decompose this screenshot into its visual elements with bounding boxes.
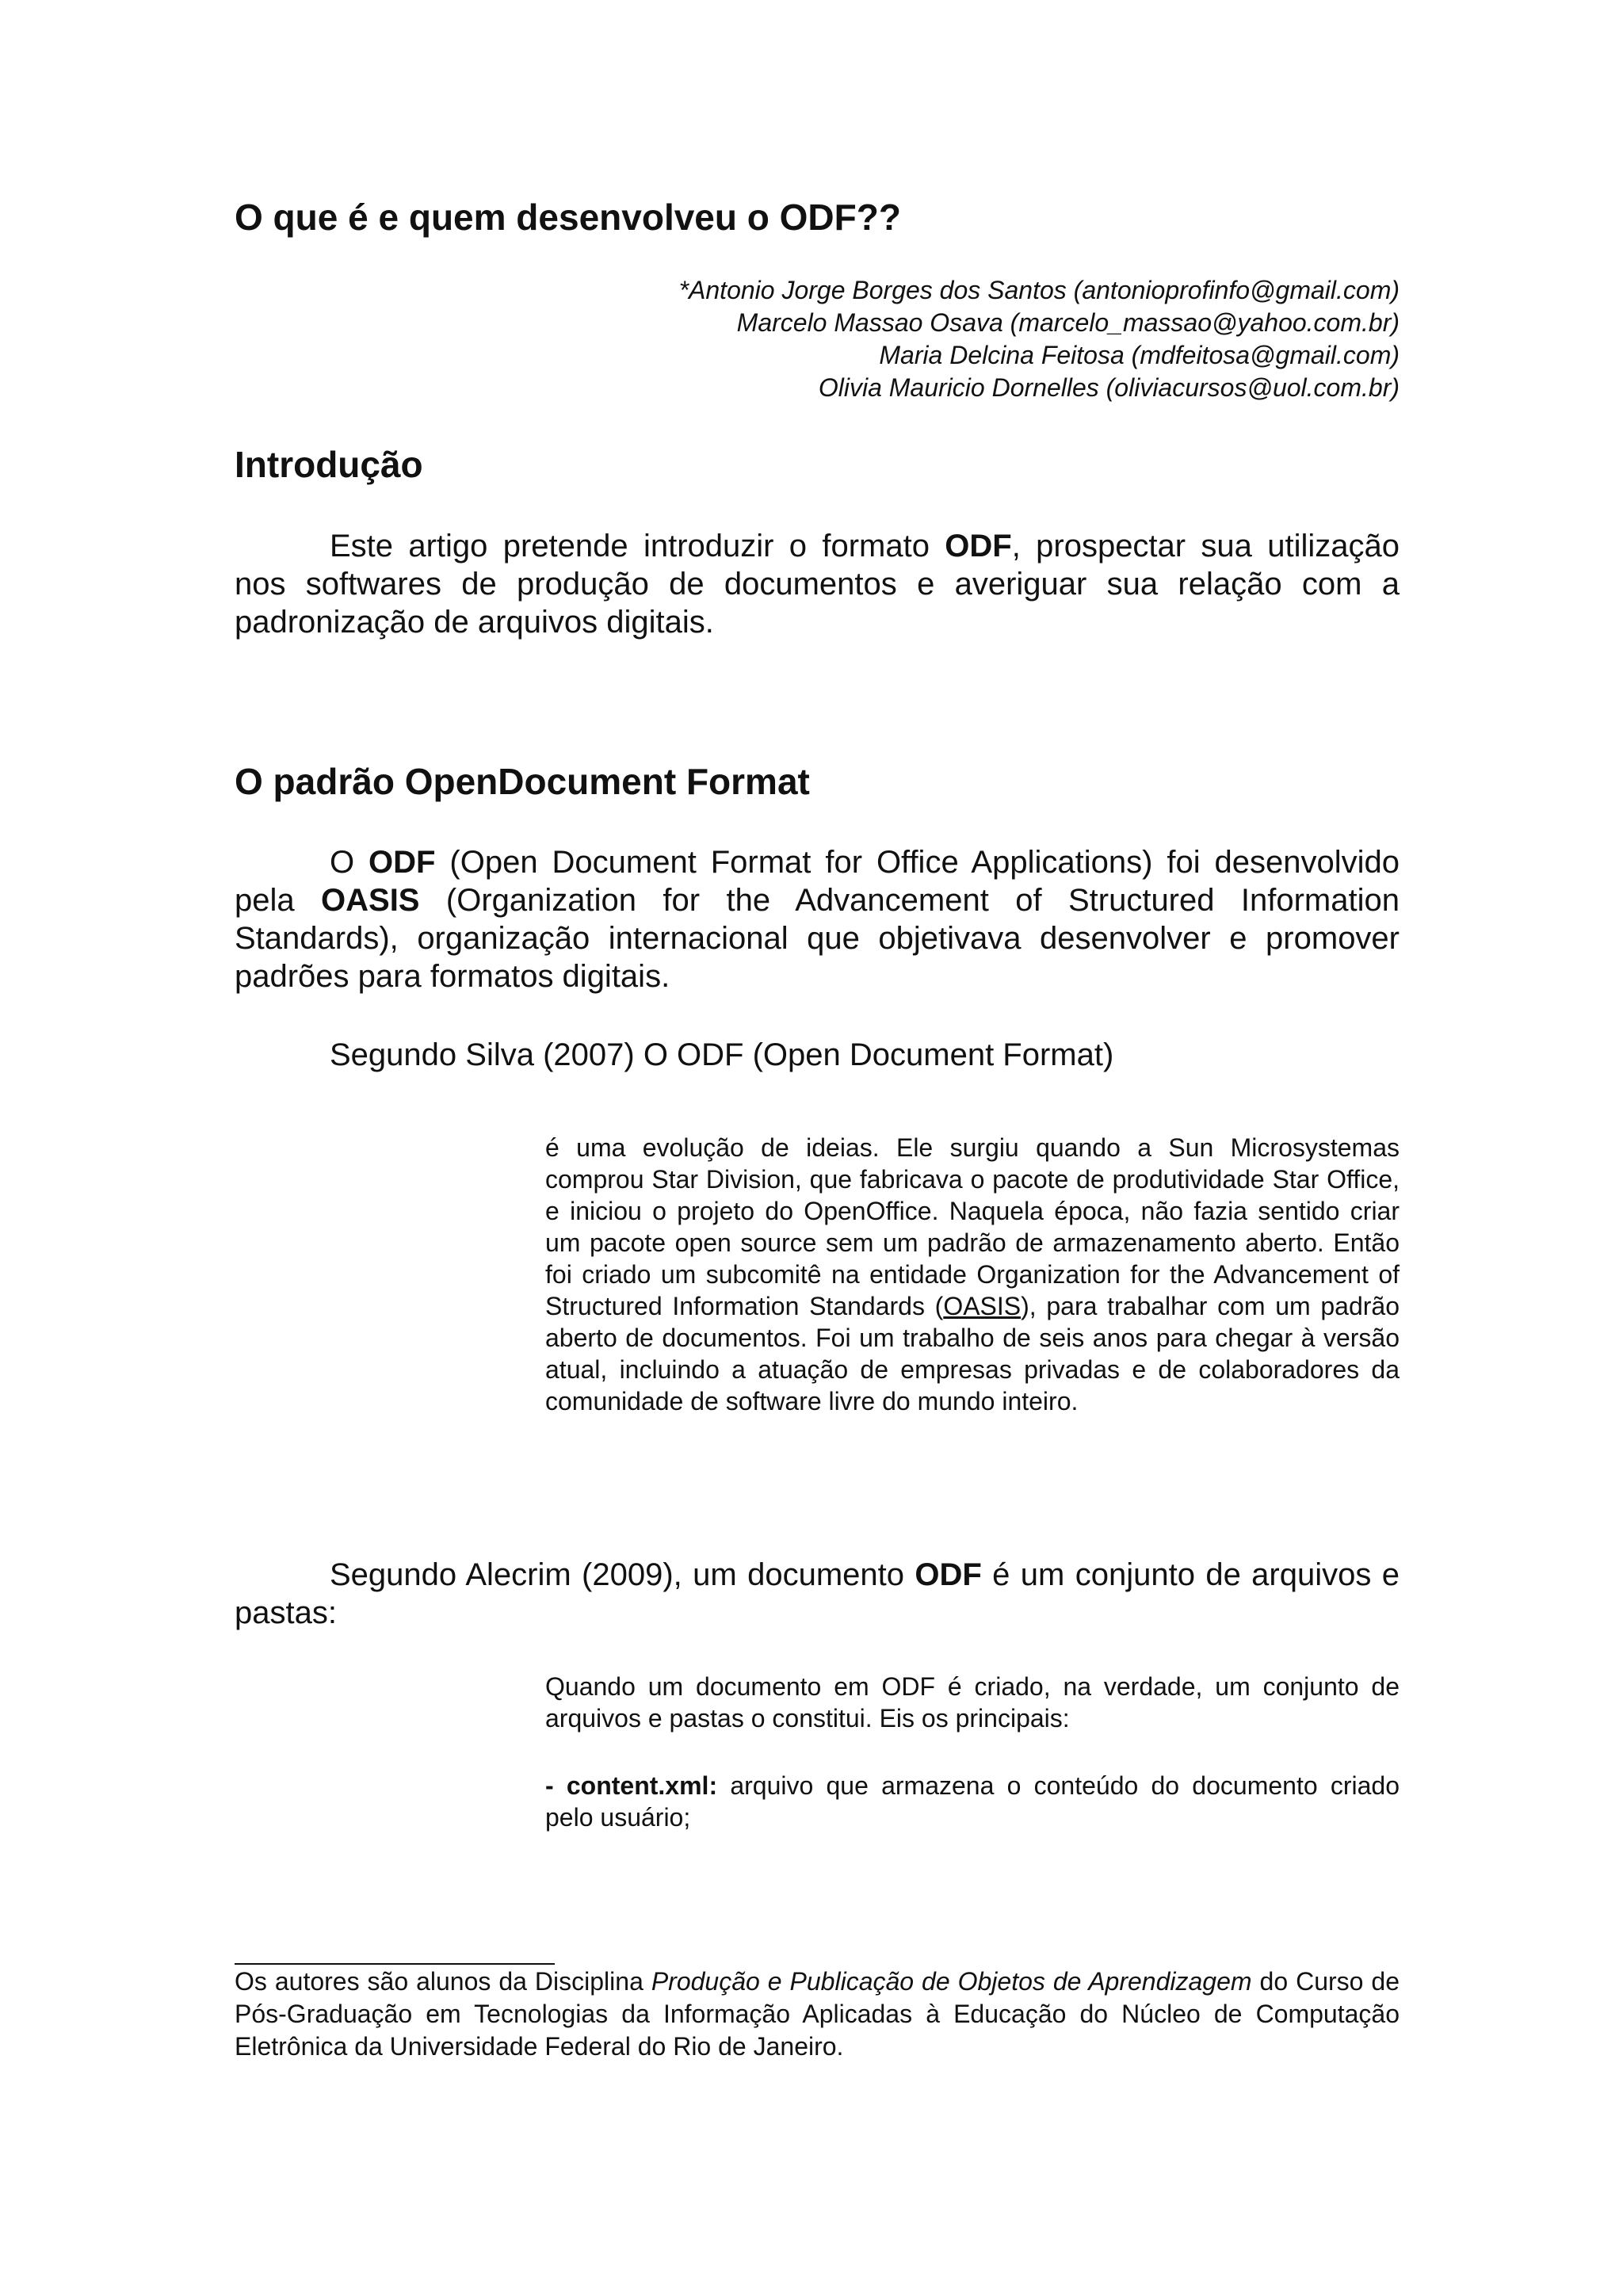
alecrim-paragraph: Segundo Alecrim (2009), um documento ODF é um conjunto de arquivos e pastas: xyxy=(235,1557,1400,1630)
silva-intro-paragraph: Segundo Silva (2007) O ODF (Open Document Format) xyxy=(330,1037,1114,1072)
silva-block-quote: é uma evolução de ideias. Ele surgiu quando a Sun Microsystemas comprou Star Division, que fabricava o pacote de produtividade Star Office, e iniciou o projeto do OpenOffice. Naquela época, não fazia sentido criar um pacote open source sem um padrão de armazenamento aberto. Então foi criado um subcomitê na entidade Organization for the Advancement of Structured Information Standards (OASIS), para trabalhar com um padrão aberto de documentos. Foi um trabalho de seis anos para chegar à versão atual, incluindo a atuação de empresas privadas e de colaboradores da comunidade de software livre do mundo inteiro. xyxy=(545,1133,1400,1415)
odf-paragraph: O ODF (Open Document Format for Office Applications) foi desenvolvido pela OASIS (Organization for the Advancement of Structured Information Standards), organização internacional que objetivava desenvolver e promover padrões para formatos digitais. xyxy=(235,845,1400,994)
footnote-divider xyxy=(235,1963,555,1965)
section-heading-odf: O padrão OpenDocument Format xyxy=(235,761,810,802)
author-list xyxy=(555,274,1400,404)
author-line: Olivia Mauricio Dornelles (oliviacursos@uol.com.br) xyxy=(818,373,1400,402)
document-title: O que é e quem desenvolveu o ODF?? xyxy=(235,197,901,238)
intro-paragraph: Este artigo pretende introduzir o formato ODF, prospectar sua utilização nos softwares de produção de documentos e averiguar sua relação com a padronização de arquivos digitais. xyxy=(235,529,1400,640)
oasis-link[interactable]: OASIS xyxy=(943,1292,1022,1320)
author-line: *Antonio Jorge Borges dos Santos (antonioprofinfo@gmail.com) xyxy=(678,276,1400,304)
author-line: Marcelo Massao Osava (marcelo_massao@yahoo.com.br) xyxy=(736,308,1400,337)
footnote: Os autores são alunos da Disciplina Produção e Publicação de Objetos de Aprendizagem do Curso de Pós-Graduação em Tecnologias da Informação Aplicadas à Educação do Núcleo de Computação Eletrônica da Universidade Federal do Rio de Janeiro. xyxy=(235,1967,1400,2061)
alecrim-block-quote: Quando um documento em ODF é criado, na verdade, um conjunto de arquivos e pastas o constitui. Eis os principais: xyxy=(545,1672,1400,1733)
content-xml-item: - content.xml: arquivo que armazena o conteúdo do documento criado pelo usuário; xyxy=(545,1771,1400,1832)
intro-heading: Introdução xyxy=(235,444,423,485)
author-line: Maria Delcina Feitosa (mdfeitosa@gmail.com) xyxy=(879,341,1400,369)
